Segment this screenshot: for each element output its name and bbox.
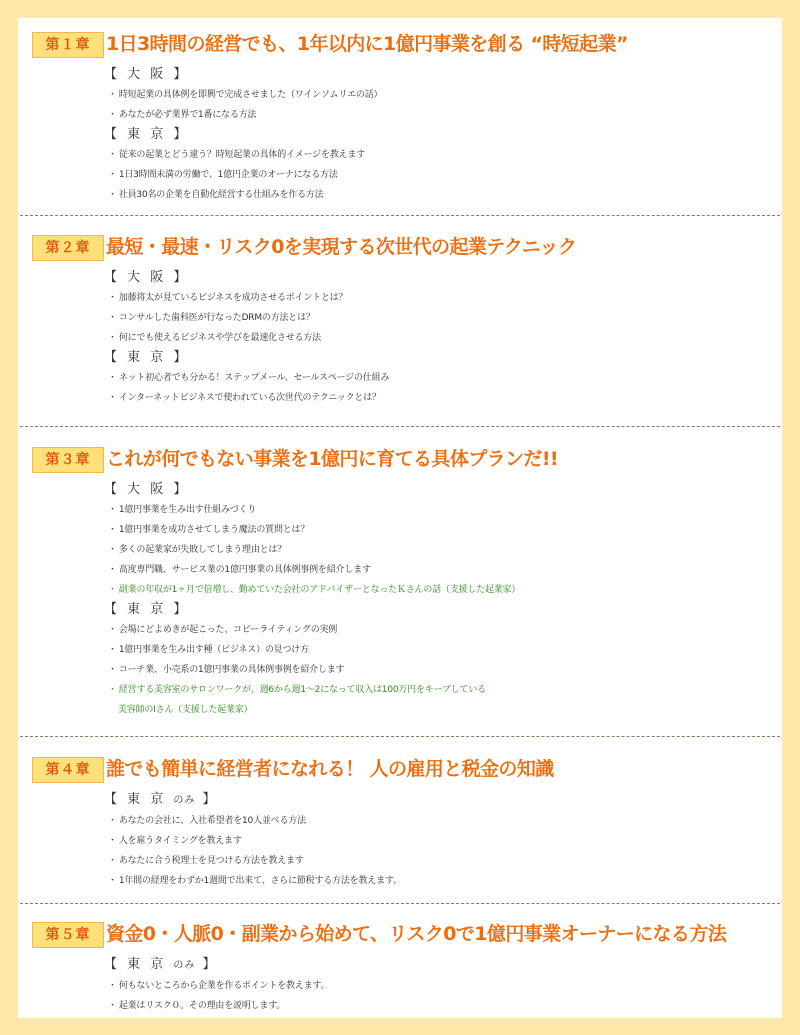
highlight-item: ・ 副業の年収が1ヶ月で倍増し、勤めていた会社のアドバイザーとなったＫさんの話（支援した起業家） bbox=[108, 585, 521, 595]
list-item: ・ あなたが必ず業界で1番になる方法 bbox=[108, 110, 257, 120]
divider bbox=[20, 736, 780, 737]
list-item: ・ 社員30名の企業を自動化経営する仕組みを作る方法 bbox=[108, 190, 324, 200]
chapter-title: 最短・最速・リスク0を実現する次世代の起業テクニック bbox=[106, 236, 577, 258]
divider bbox=[20, 215, 780, 216]
content-panel bbox=[18, 18, 782, 1018]
list-item: ・ 何にでも使えるビジネスや学びを最速化させる方法 bbox=[108, 333, 321, 343]
city-label: 【 東 京 】 bbox=[104, 602, 190, 617]
city-label: 【 大 阪 】 bbox=[104, 482, 190, 497]
list-item: ・ 人を雇うタイミングを教えます bbox=[108, 836, 242, 846]
city-label: 【 大 阪 】 bbox=[104, 270, 190, 285]
chapter-title: 1日3時間の経営でも、1年以内に1億円事業を創る “時短起業” bbox=[106, 33, 628, 55]
chapter-body bbox=[102, 65, 778, 205]
chapter-badge: 第４章 bbox=[32, 757, 104, 783]
highlight-item: ・ 経営する美容室のサロンワークが、週6から週1～2になって収入は100万円をキープしている bbox=[108, 685, 486, 695]
chapter-title: これが何でもない事業を1億円に育てる具体プランだ!! bbox=[106, 448, 558, 470]
chapter-title: 誰でも簡単に経営者になれる！ 人の雇用と税金の知識 bbox=[106, 758, 554, 780]
chapter-badge: 第５章 bbox=[32, 922, 104, 948]
list-item: ・ 何もないところから企業を作るポイントを教えます。 bbox=[108, 981, 330, 991]
chapter-badge: 第２章 bbox=[32, 235, 104, 261]
chapter-body bbox=[102, 480, 778, 720]
list-item: ・ 起業はリスク０。その理由を説明します。 bbox=[108, 1001, 286, 1011]
divider bbox=[20, 426, 780, 427]
city-label: 【 東 京 のみ 】 bbox=[104, 957, 219, 972]
list-item: ・ 1億円事業を成功させてしまう魔法の質問とは？ bbox=[108, 525, 310, 535]
list-item: ・ 従来の起業とどう違う？時短起業の具体的イメージを教えます bbox=[108, 150, 365, 160]
list-item: ・ 加藤将太が見ているビジネスを成功させるポイントとは？ bbox=[108, 293, 348, 303]
divider bbox=[20, 903, 780, 904]
city-label: 【 東 京 】 bbox=[104, 350, 190, 365]
chapter-badge: 第３章 bbox=[32, 447, 104, 473]
list-item: ・ 1日3時間未満の労働で、1億円企業のオーナになる方法 bbox=[108, 170, 338, 180]
city-label: 【 大 阪 】 bbox=[104, 67, 190, 82]
list-item: ・ 1年間の経理をわずか1週間で出来て、さらに節税する方法を教えます。 bbox=[108, 876, 402, 886]
list-item: ・ コーチ業、小売系の1億円事業の具体例事例を紹介します bbox=[108, 665, 345, 675]
list-item: ・ 1億円事業を生み出す仕組みづくり bbox=[108, 505, 257, 515]
list-item: ・ インターネットビジネスで使われている次世代のテクニックとは？ bbox=[108, 393, 381, 403]
chapter-body bbox=[102, 955, 778, 1016]
highlight-item-continuation: 美容師のIさん（支援した起業家） bbox=[118, 705, 253, 715]
list-item: ・ あなたに合う税理士を見つける方法を教えます bbox=[108, 856, 304, 866]
chapter-body bbox=[102, 268, 778, 408]
chapter-body bbox=[102, 790, 778, 891]
list-item: ・ 1億円事業を生み出す種（ビジネス）の見つけ方 bbox=[108, 645, 309, 655]
list-item: ・ 多くの起業家が失敗してしまう理由とは？ bbox=[108, 545, 287, 555]
list-item: ・ ネット初心者でも分かる！ステップメール、セールスページの仕組み bbox=[108, 373, 390, 383]
list-item: ・ 時短起業の具体例を即興で完成させました（ワインソムリエの話） bbox=[108, 90, 383, 100]
chapter-badge: 第１章 bbox=[32, 32, 104, 58]
city-label: 【 東 京 のみ 】 bbox=[104, 792, 219, 807]
list-item: ・ 会場にどよめきが起こった、コピーライティングの実例 bbox=[108, 625, 338, 635]
list-item: ・ コンサルした歯科医が行なったDRMの方法とは？ bbox=[108, 313, 315, 323]
chapter-title: 資金0・人脈0・副業から始めて、リスク0で1億円事業オーナーになる方法 bbox=[106, 923, 727, 945]
list-item: ・ あなたの会社に、入社希望者を10人並べる方法 bbox=[108, 816, 306, 826]
list-item: ・ 高度専門職、サービス業の1億円事業の具体例事例を紹介します bbox=[108, 565, 371, 575]
city-label: 【 東 京 】 bbox=[104, 127, 190, 142]
